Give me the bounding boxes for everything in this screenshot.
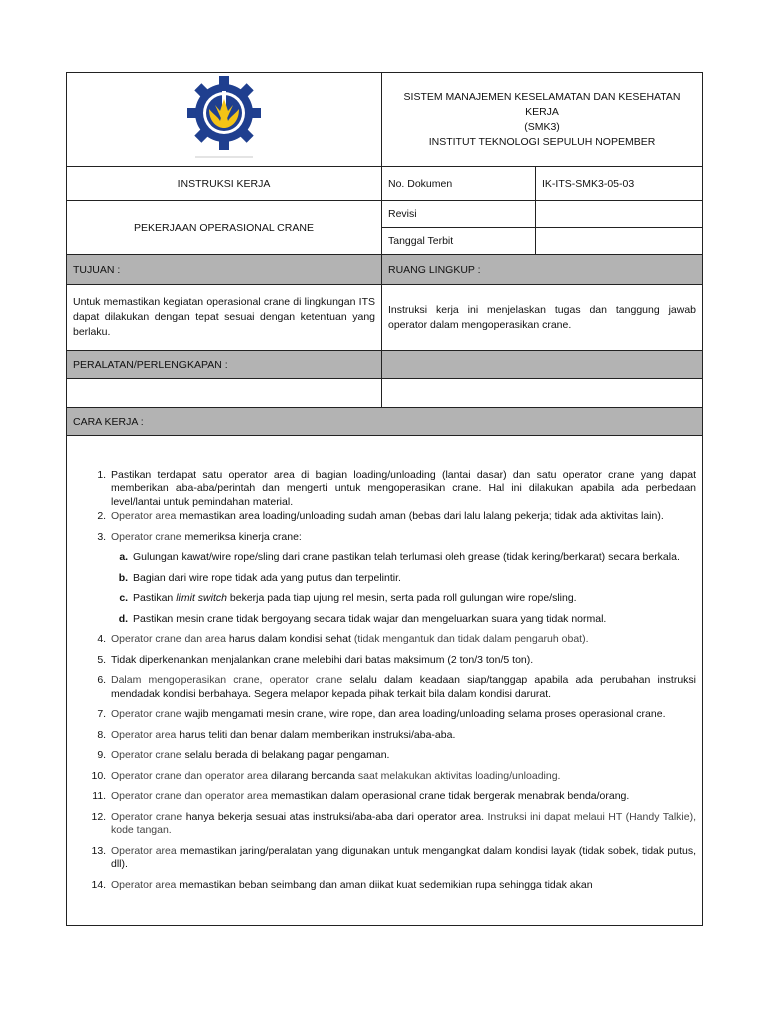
institution-line-3: INSTITUT TEKNOLOGI SEPULUH NOPEMBER: [428, 135, 656, 148]
step-text: selalu berada di belakang pagar pengaman.: [184, 749, 390, 762]
step-text: memastikan beban seimbang dan aman diikat kuat sedemikian rupa sehingga tidak akan: [179, 878, 593, 891]
sub-list-item: [131, 592, 696, 606]
step-text: memeriksa kinerja crane:: [184, 530, 302, 543]
sub-step-emphasis: limit switch: [176, 592, 227, 605]
cara-kerja-content: [67, 436, 703, 926]
institution-line-1: SISTEM MANAJEMEN KESELAMATAN DAN KESEHATAN KERJA: [403, 90, 681, 118]
step-tail: saat melakukan aktivitas loading/unloading.: [357, 769, 561, 782]
tujuan-heading: TUJUAN :: [67, 255, 382, 285]
step-lead: Operator crane dan operator area: [111, 790, 269, 803]
step-lead: Operator crane: [111, 530, 182, 543]
peralatan-heading-row: [67, 351, 703, 379]
peralatan-heading: PERALATAN/PERLENGKAPAN :: [67, 351, 382, 379]
sub-list-item: [131, 572, 696, 586]
peralatan-content: [67, 379, 382, 408]
doc-no-value: IK-ITS-SMK3-05-03: [536, 167, 703, 201]
step-lead: Operator crane: [111, 708, 182, 721]
step-text: dilarang bercanda: [270, 769, 355, 782]
ruang-lingkup-heading: RUANG LINGKUP :: [382, 255, 703, 285]
doc-no-label: No. Dokumen: [382, 167, 536, 201]
peralatan-heading-blank: [382, 351, 703, 379]
step-text: harus dalam kondisi sehat: [228, 633, 351, 646]
tanggal-label: Tanggal Terbit: [382, 228, 536, 255]
institution-header: [382, 73, 703, 167]
step-text: wajib mengamati mesin crane, wire rope, dan area loading/unloading selama proses operasional crane.: [184, 708, 666, 721]
ruang-lingkup-text: Instruksi kerja ini menjelaskan tugas dan tanggung jawab operator dalam mengoperasikan crane.: [382, 285, 703, 351]
list-item: [109, 708, 696, 722]
sub-step-pre: Pastikan: [133, 592, 174, 605]
peralatan-content-right: [382, 379, 703, 408]
doc-type: INSTRUKSI KERJA: [67, 167, 382, 201]
step-text: hanya bekerja sesuai atas instruksi/aba-aba dari operator area: [185, 810, 482, 823]
sub-step-text: Bagian dari wire rope tidak ada yang putus dan terpelintir.: [133, 571, 401, 584]
step-lead: Operator crane dan operator area: [111, 769, 269, 782]
list-item: [109, 531, 696, 627]
list-item: [109, 729, 696, 743]
step-lead: Dalam mengoperasikan crane, operator crane: [111, 674, 343, 687]
list-item: [109, 469, 696, 510]
procedure-list: [73, 469, 696, 893]
step-text: harus teliti dan benar dalam memberikan instruksi/aba-aba.: [179, 728, 456, 741]
doc-number-row: [67, 167, 703, 201]
step-text: memastikan area loading/unloading sudah aman (bebas dari lalu lalang pekerja; tidak ada aktivitas lain).: [179, 510, 664, 523]
step-lead: Operator area: [111, 878, 177, 891]
step-lead: Operator area: [111, 728, 177, 741]
tanggal-value: [536, 228, 703, 255]
step-text: memastikan jaring/peralatan yang digunakan untuk mengangkat dalam kondisi layak (tidak sobek, tidak putus, dll).: [111, 844, 697, 871]
revisi-label: Revisi: [382, 201, 536, 228]
tujuan-content-row: [67, 285, 703, 351]
institution-line-2: (SMK3): [524, 120, 560, 133]
cara-kerja-content-row: [67, 436, 703, 926]
peralatan-content-row: [67, 379, 703, 408]
sub-step-text: bekerja pada tiap ujung rel mesin, serta pada roll gulungan wire rope/sling.: [229, 592, 577, 605]
list-item: [109, 674, 696, 701]
header-row: [67, 73, 703, 167]
tujuan-text: Untuk memastikan kegiatan operasional crane di lingkungan ITS dapat dilakukan dengan tepat sesuai dengan ketentuan yang berlaku.: [67, 285, 382, 351]
revisi-value: [536, 201, 703, 228]
list-item: [109, 790, 696, 804]
list-item: [109, 879, 696, 893]
doc-title: PEKERJAAN OPERASIONAL CRANE: [67, 201, 382, 255]
step-lead: Operator crane: [111, 749, 182, 762]
cara-kerja-heading: CARA KERJA :: [67, 408, 703, 436]
sub-step-text: Gulungan kawat/wire rope/sling dari crane pastikan telah terlumasi oleh grease (tidak kering/berkarat) secara berkala.: [133, 551, 680, 564]
step-text: memastikan dalam operasional crane tidak bergerak menabrak benda/orang.: [270, 790, 630, 803]
cara-kerja-heading-row: [67, 408, 703, 436]
list-item: [109, 633, 696, 647]
step-text: selalu dalam keadaan siap/tanggap apabila ada perubahan instruksi mendadak kondisi berbahaya. Segera melapor kepada pihak terkait bila dalam kondisi darurat.: [111, 674, 697, 700]
sub-list-item: [131, 613, 696, 627]
list-item: [109, 811, 696, 838]
step-tail: (tidak mengantuk dan tidak dalam pengaruh obat).: [353, 633, 589, 646]
list-item: [109, 770, 696, 784]
step-lead: Operator crane dan area: [111, 633, 226, 646]
sub-procedure-list: [111, 551, 696, 626]
step-lead: Operator area: [111, 510, 177, 523]
step-lead: Operator crane: [111, 810, 183, 823]
step-text: Tidak diperkenankan menjalankan crane melebihi dari batas maksimum (2 ton/3 ton/5 ton).: [111, 653, 534, 666]
list-item: [109, 510, 696, 524]
its-logo-icon: [187, 75, 261, 161]
sub-list-item: [131, 551, 696, 565]
list-item: [109, 845, 696, 872]
list-item: [109, 654, 696, 668]
tujuan-heading-row: [67, 255, 703, 285]
instruction-table: [66, 72, 703, 926]
revisi-row: [67, 201, 703, 228]
sub-step-text: Pastikan mesin crane tidak bergoyang secara tidak wajar dan mengeluarkan suara yang tidak normal.: [133, 612, 607, 625]
document-page: [66, 72, 702, 926]
step-tail: . Instruksi ini dapat melaui HT (Handy Talkie), kode tangan.: [111, 810, 697, 837]
step-text: Pastikan terdapat satu operator area di bagian loading/unloading (lantai dasar) dan satu operator crane yang dapat memberikan aba-aba/perintah dan mengerti untuk mengoperasikan crane. Hal ini dilakukan apabila ada perbedaan level/lantai untuk pemindahan material.: [111, 468, 697, 508]
list-item: [109, 749, 696, 763]
step-lead: Operator area: [111, 844, 177, 857]
logo-cell: [67, 73, 382, 167]
